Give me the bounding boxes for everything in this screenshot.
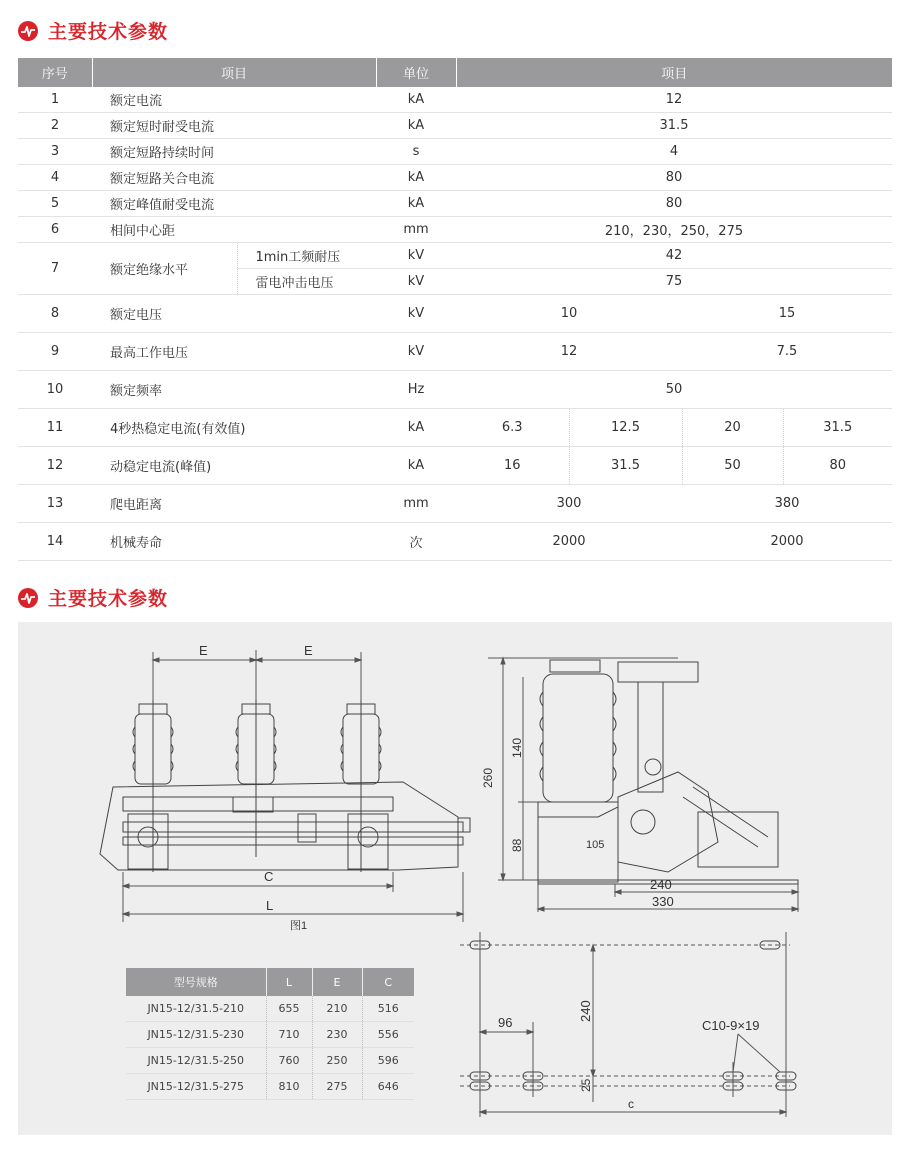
row-item: 爬电距离 bbox=[92, 485, 376, 523]
header-l: L bbox=[266, 968, 312, 996]
table-row bbox=[18, 191, 892, 217]
figure-label: 图1 bbox=[290, 920, 308, 932]
row-item: 额定电压 bbox=[92, 295, 376, 333]
row-no: 3 bbox=[18, 139, 92, 165]
row-unit: s bbox=[376, 139, 456, 165]
row-value: 50 bbox=[456, 371, 892, 409]
model-l: 655 bbox=[266, 996, 312, 1022]
dim-e-label: E bbox=[199, 643, 208, 658]
row-value: 210，230，250，275 bbox=[456, 217, 892, 243]
table-row bbox=[18, 333, 892, 371]
dim-e-label: E bbox=[304, 643, 313, 658]
row-item: 机械寿命 bbox=[92, 523, 376, 561]
row-value: 31.5 bbox=[783, 409, 892, 447]
row-value: 12 bbox=[456, 333, 682, 371]
row-value: 75 bbox=[456, 269, 892, 295]
model-table-header bbox=[126, 968, 414, 996]
model-row bbox=[126, 1022, 414, 1048]
row-value: 50 bbox=[682, 447, 783, 485]
model-c: 646 bbox=[362, 1074, 414, 1100]
header-model: 型号规格 bbox=[126, 968, 266, 996]
dim-l-label: L bbox=[266, 898, 274, 913]
table-row bbox=[18, 295, 892, 333]
row-no: 6 bbox=[18, 217, 92, 243]
section-title: 主要技术参数 bbox=[48, 21, 169, 43]
base-plan-view bbox=[460, 932, 796, 1117]
dim-c-base: c bbox=[628, 1097, 634, 1111]
row-value: 2000 bbox=[456, 523, 682, 561]
row-item: 最高工作电压 bbox=[92, 333, 376, 371]
row-no: 4 bbox=[18, 165, 92, 191]
model-c: 516 bbox=[362, 996, 414, 1022]
spec-table bbox=[18, 58, 892, 561]
row-subitem: 雷电冲击电压 bbox=[237, 269, 376, 295]
row-value: 31.5 bbox=[569, 447, 682, 485]
model-name: JN15-12/31.5-230 bbox=[126, 1022, 266, 1048]
model-c: 596 bbox=[362, 1048, 414, 1074]
dim-330: 330 bbox=[652, 894, 674, 909]
row-value: 80 bbox=[783, 447, 892, 485]
table-row bbox=[18, 113, 892, 139]
model-c: 556 bbox=[362, 1022, 414, 1048]
row-no: 14 bbox=[18, 523, 92, 561]
table-row bbox=[18, 523, 892, 561]
row-item: 相间中心距 bbox=[92, 217, 376, 243]
header-c: C bbox=[362, 968, 414, 996]
table-row bbox=[18, 447, 892, 485]
row-item: 额定电流 bbox=[92, 87, 376, 113]
row-no: 13 bbox=[18, 485, 92, 523]
brand-pulse-icon bbox=[18, 21, 38, 41]
hole-spec-label: C10-9×19 bbox=[702, 1018, 760, 1033]
row-item: 额定短路关合电流 bbox=[92, 165, 376, 191]
dim-260: 260 bbox=[481, 767, 495, 788]
row-item: 额定频率 bbox=[92, 371, 376, 409]
row-no: 12 bbox=[18, 447, 92, 485]
row-no: 1 bbox=[18, 87, 92, 113]
side-view bbox=[481, 658, 798, 912]
dim-105: 105 bbox=[586, 839, 605, 851]
row-unit: Hz bbox=[376, 371, 456, 409]
header-no: 序号 bbox=[18, 58, 92, 87]
dimension-drawing-panel bbox=[18, 622, 892, 1135]
model-l: 760 bbox=[266, 1048, 312, 1074]
row-unit: kA bbox=[376, 447, 456, 485]
dim-25: 25 bbox=[579, 1078, 593, 1092]
table-row bbox=[18, 139, 892, 165]
row-value: 7.5 bbox=[682, 333, 892, 371]
row-value: 380 bbox=[682, 485, 892, 523]
row-item: 额定短时耐受电流 bbox=[92, 113, 376, 139]
table-row bbox=[18, 485, 892, 523]
row-value: 12.5 bbox=[569, 409, 682, 447]
row-value: 300 bbox=[456, 485, 682, 523]
row-unit: kA bbox=[376, 87, 456, 113]
row-item: 4秒热稳定电流(有效值) bbox=[92, 409, 376, 447]
table-row bbox=[18, 165, 892, 191]
row-value: 31.5 bbox=[456, 113, 892, 139]
row-value: 42 bbox=[456, 243, 892, 269]
row-unit: 次 bbox=[376, 523, 456, 561]
row-unit: mm bbox=[376, 217, 456, 243]
row-no: 11 bbox=[18, 409, 92, 447]
dim-88: 88 bbox=[510, 838, 524, 852]
model-e: 210 bbox=[312, 996, 362, 1022]
model-l: 810 bbox=[266, 1074, 312, 1100]
table-row bbox=[18, 243, 892, 269]
row-value: 20 bbox=[682, 409, 783, 447]
row-unit: kA bbox=[376, 409, 456, 447]
model-dimension-table bbox=[126, 968, 414, 1100]
model-l: 710 bbox=[266, 1022, 312, 1048]
table-row bbox=[18, 371, 892, 409]
row-item: 额定短路持续时间 bbox=[92, 139, 376, 165]
model-name: JN15-12/31.5-210 bbox=[126, 996, 266, 1022]
row-unit: kV bbox=[376, 333, 456, 371]
row-unit: mm bbox=[376, 485, 456, 523]
model-e: 230 bbox=[312, 1022, 362, 1048]
row-value: 2000 bbox=[682, 523, 892, 561]
row-value: 80 bbox=[456, 165, 892, 191]
dim-96: 96 bbox=[498, 1015, 513, 1030]
dim-240: 240 bbox=[650, 877, 672, 892]
row-item: 额定峰值耐受电流 bbox=[92, 191, 376, 217]
row-no: 2 bbox=[18, 113, 92, 139]
row-value: 80 bbox=[456, 191, 892, 217]
model-row bbox=[126, 1048, 414, 1074]
brand-pulse-icon bbox=[18, 588, 38, 608]
table-header-row bbox=[18, 58, 892, 87]
header-e: E bbox=[312, 968, 362, 996]
row-no: 10 bbox=[18, 371, 92, 409]
section-heading bbox=[18, 584, 168, 611]
row-value: 15 bbox=[682, 295, 892, 333]
table-row bbox=[18, 217, 892, 243]
row-value: 12 bbox=[456, 87, 892, 113]
header-value: 项目 bbox=[456, 58, 892, 87]
row-item: 动稳定电流(峰值) bbox=[92, 447, 376, 485]
header-unit: 单位 bbox=[376, 58, 456, 87]
table-row bbox=[18, 87, 892, 113]
row-no: 8 bbox=[18, 295, 92, 333]
row-value: 10 bbox=[456, 295, 682, 333]
header-item: 项目 bbox=[92, 58, 376, 87]
table-row bbox=[18, 409, 892, 447]
front-view bbox=[100, 643, 470, 932]
dim-240-base: 240 bbox=[578, 1000, 593, 1022]
row-value: 4 bbox=[456, 139, 892, 165]
row-item: 额定绝缘水平 bbox=[92, 243, 237, 295]
row-unit: kA bbox=[376, 113, 456, 139]
dim-c-label: C bbox=[264, 869, 274, 884]
model-row bbox=[126, 996, 414, 1022]
model-e: 250 bbox=[312, 1048, 362, 1074]
row-unit: kV bbox=[376, 243, 456, 269]
row-unit: kA bbox=[376, 191, 456, 217]
section-title: 主要技术参数 bbox=[48, 588, 169, 610]
model-name: JN15-12/31.5-250 bbox=[126, 1048, 266, 1074]
row-no: 7 bbox=[18, 243, 92, 295]
row-unit: kV bbox=[376, 295, 456, 333]
row-value: 6.3 bbox=[456, 409, 569, 447]
row-value: 16 bbox=[456, 447, 569, 485]
section-heading bbox=[18, 17, 168, 44]
row-no: 5 bbox=[18, 191, 92, 217]
row-unit: kA bbox=[376, 165, 456, 191]
model-row bbox=[126, 1074, 414, 1100]
row-no: 9 bbox=[18, 333, 92, 371]
row-subitem: 1min工频耐压 bbox=[237, 243, 376, 269]
dim-140: 140 bbox=[510, 737, 524, 758]
row-unit: kV bbox=[376, 269, 456, 295]
model-e: 275 bbox=[312, 1074, 362, 1100]
model-name: JN15-12/31.5-275 bbox=[126, 1074, 266, 1100]
